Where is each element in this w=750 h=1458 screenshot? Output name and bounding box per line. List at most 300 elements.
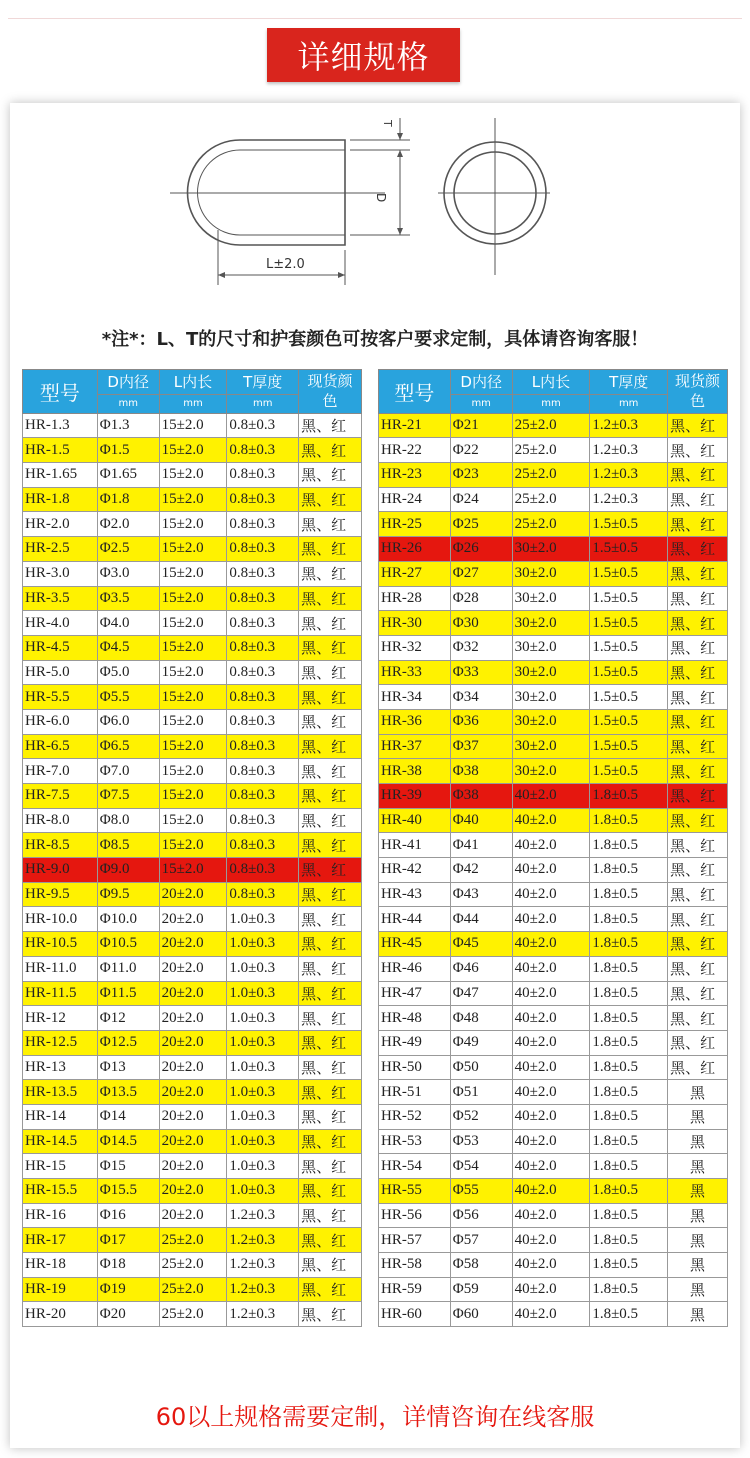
table-row — [23, 1030, 362, 1055]
cell-model: HR-47 — [379, 981, 451, 1006]
cell-length: 40±2.0 — [512, 1030, 590, 1055]
cell-model: HR-4.0 — [23, 611, 98, 636]
cell-thickness: 0.8±0.3 — [227, 561, 299, 586]
cell-thickness: 1.5±0.5 — [590, 734, 668, 759]
table-row — [379, 1129, 728, 1154]
cell-color: 黑、红 — [299, 537, 362, 562]
cell-inner-diameter: Φ5.0 — [97, 660, 159, 685]
cell-color: 黑、红 — [299, 1203, 362, 1228]
cell-color: 黑、红 — [299, 413, 362, 438]
cell-thickness: 0.8±0.3 — [227, 611, 299, 636]
cell-length: 25±2.0 — [159, 1228, 227, 1253]
cell-color: 黑、红 — [299, 882, 362, 907]
cell-model: HR-42 — [379, 858, 451, 883]
cell-inner-diameter: Φ13 — [97, 1055, 159, 1080]
cell-color: 黑、红 — [668, 611, 728, 636]
cell-thickness: 1.2±0.3 — [590, 438, 668, 463]
cell-inner-diameter: Φ17 — [97, 1228, 159, 1253]
table-row — [23, 1228, 362, 1253]
cell-length: 25±2.0 — [159, 1277, 227, 1302]
cell-length: 40±2.0 — [512, 1055, 590, 1080]
cell-length: 40±2.0 — [512, 858, 590, 883]
cell-color: 黑、红 — [299, 487, 362, 512]
cell-thickness: 0.8±0.3 — [227, 487, 299, 512]
cell-thickness: 0.8±0.3 — [227, 660, 299, 685]
table-row — [23, 685, 362, 710]
cell-thickness: 1.8±0.5 — [590, 858, 668, 883]
cell-thickness: 0.8±0.3 — [227, 709, 299, 734]
table-row — [379, 561, 728, 586]
table-row — [379, 1277, 728, 1302]
cell-thickness: 1.2±0.3 — [227, 1277, 299, 1302]
cell-color: 黑、红 — [299, 586, 362, 611]
cell-model: HR-36 — [379, 709, 451, 734]
cell-color: 黑 — [668, 1203, 728, 1228]
cell-thickness: 1.8±0.5 — [590, 784, 668, 809]
cell-model: HR-8.5 — [23, 833, 98, 858]
cell-length: 40±2.0 — [512, 932, 590, 957]
cell-color: 黑、红 — [668, 956, 728, 981]
cell-thickness: 0.8±0.3 — [227, 808, 299, 833]
header-model: 型号 — [379, 370, 451, 414]
cell-inner-diameter: Φ22 — [450, 438, 512, 463]
cell-model: HR-38 — [379, 759, 451, 784]
cell-inner-diameter: Φ15 — [97, 1154, 159, 1179]
cell-inner-diameter: Φ52 — [450, 1104, 512, 1129]
cell-color: 黑、红 — [299, 808, 362, 833]
cell-color: 黑、红 — [668, 882, 728, 907]
cell-model: HR-9.5 — [23, 882, 98, 907]
cell-thickness: 1.0±0.3 — [227, 1030, 299, 1055]
table-row — [23, 1055, 362, 1080]
cell-color: 黑、红 — [299, 611, 362, 636]
cell-color: 黑、红 — [299, 734, 362, 759]
cell-thickness: 1.8±0.5 — [590, 1129, 668, 1154]
cell-inner-diameter: Φ45 — [450, 932, 512, 957]
cell-thickness: 1.0±0.3 — [227, 1006, 299, 1031]
cell-model: HR-33 — [379, 660, 451, 685]
cell-model: HR-37 — [379, 734, 451, 759]
cell-thickness: 0.8±0.3 — [227, 537, 299, 562]
table-row — [23, 907, 362, 932]
cell-inner-diameter: Φ37 — [450, 734, 512, 759]
diameter-label: D — [374, 193, 388, 203]
cell-model: HR-8.0 — [23, 808, 98, 833]
cell-color: 黑 — [668, 1154, 728, 1179]
table-row — [23, 1302, 362, 1327]
cell-model: HR-40 — [379, 808, 451, 833]
cell-color: 黑、红 — [668, 685, 728, 710]
cell-length: 15±2.0 — [159, 759, 227, 784]
cell-length: 20±2.0 — [159, 907, 227, 932]
cell-thickness: 1.5±0.5 — [590, 709, 668, 734]
cell-inner-diameter: Φ12 — [97, 1006, 159, 1031]
page-title: 详细规格 — [267, 28, 460, 82]
table-row — [379, 413, 728, 438]
cell-thickness: 1.8±0.5 — [590, 1030, 668, 1055]
spec-table-right — [378, 369, 728, 1327]
cell-length: 15±2.0 — [159, 512, 227, 537]
cell-color: 黑、红 — [668, 932, 728, 957]
cell-inner-diameter: Φ33 — [450, 660, 512, 685]
cell-model: HR-28 — [379, 586, 451, 611]
cell-inner-diameter: Φ28 — [450, 586, 512, 611]
cell-inner-diameter: Φ13.5 — [97, 1080, 159, 1105]
table-row — [23, 882, 362, 907]
table-row — [379, 586, 728, 611]
cell-model: HR-46 — [379, 956, 451, 981]
cell-model: HR-7.5 — [23, 784, 98, 809]
cell-inner-diameter: Φ19 — [97, 1277, 159, 1302]
cell-thickness: 0.8±0.3 — [227, 438, 299, 463]
spec-table-left — [22, 369, 362, 1327]
customization-note: *注*：L、T的尺寸和护套颜色可按客户要求定制，具体请咨询客服！ — [101, 329, 649, 350]
cell-inner-diameter: Φ7.5 — [97, 784, 159, 809]
cell-thickness: 1.0±0.3 — [227, 1154, 299, 1179]
cell-model: HR-50 — [379, 1055, 451, 1080]
cell-length: 40±2.0 — [512, 1277, 590, 1302]
cell-inner-diameter: Φ1.5 — [97, 438, 159, 463]
cell-length: 15±2.0 — [159, 734, 227, 759]
cell-model: HR-15 — [23, 1154, 98, 1179]
table-row — [379, 1228, 728, 1253]
table-row — [23, 858, 362, 883]
cell-color: 黑、红 — [299, 660, 362, 685]
cell-inner-diameter: Φ2.0 — [97, 512, 159, 537]
cell-color: 黑、红 — [668, 734, 728, 759]
cell-thickness: 1.8±0.5 — [590, 1179, 668, 1204]
cell-model: HR-44 — [379, 907, 451, 932]
table-row — [23, 981, 362, 1006]
cell-inner-diameter: Φ51 — [450, 1080, 512, 1105]
cell-color: 黑、红 — [668, 438, 728, 463]
header-unit: mm — [159, 394, 227, 413]
cell-thickness: 0.8±0.3 — [227, 463, 299, 488]
top-divider — [8, 18, 742, 19]
cell-model: HR-6.0 — [23, 709, 98, 734]
table-row — [379, 784, 728, 809]
table-row — [23, 734, 362, 759]
cell-inner-diameter: Φ6.0 — [97, 709, 159, 734]
cell-model: HR-54 — [379, 1154, 451, 1179]
cell-thickness: 0.8±0.3 — [227, 858, 299, 883]
cell-inner-diameter: Φ4.0 — [97, 611, 159, 636]
cell-thickness: 1.8±0.5 — [590, 1055, 668, 1080]
cell-color: 黑 — [668, 1179, 728, 1204]
cell-inner-diameter: Φ58 — [450, 1253, 512, 1278]
cell-color: 黑 — [668, 1277, 728, 1302]
cell-model: HR-2.0 — [23, 512, 98, 537]
cell-model: HR-39 — [379, 784, 451, 809]
cell-inner-diameter: Φ8.5 — [97, 833, 159, 858]
cell-model: HR-18 — [23, 1253, 98, 1278]
cell-model: HR-51 — [379, 1080, 451, 1105]
cell-inner-diameter: Φ14.5 — [97, 1129, 159, 1154]
cell-inner-diameter: Φ49 — [450, 1030, 512, 1055]
cell-model: HR-9.0 — [23, 858, 98, 883]
cell-thickness: 1.5±0.5 — [590, 561, 668, 586]
cell-model: HR-56 — [379, 1203, 451, 1228]
table-row — [23, 463, 362, 488]
table-row — [379, 463, 728, 488]
cell-thickness: 1.5±0.5 — [590, 512, 668, 537]
cell-model: HR-12 — [23, 1006, 98, 1031]
cell-inner-diameter: Φ42 — [450, 858, 512, 883]
cell-color: 黑、红 — [299, 709, 362, 734]
header-t: T厚度 — [590, 370, 668, 395]
cell-length: 40±2.0 — [512, 1179, 590, 1204]
table-row — [379, 1154, 728, 1179]
cell-model: HR-21 — [379, 413, 451, 438]
cell-color: 黑、红 — [299, 1030, 362, 1055]
cell-length: 20±2.0 — [159, 1006, 227, 1031]
table-row — [23, 1006, 362, 1031]
cell-thickness: 1.8±0.5 — [590, 1104, 668, 1129]
cell-color: 黑、红 — [668, 1030, 728, 1055]
cell-color: 黑、红 — [668, 512, 728, 537]
cell-model: HR-7.0 — [23, 759, 98, 784]
cell-length: 20±2.0 — [159, 1080, 227, 1105]
table-row — [23, 1253, 362, 1278]
cell-color: 黑、红 — [299, 1104, 362, 1129]
cell-thickness: 0.8±0.3 — [227, 833, 299, 858]
cell-model: HR-13 — [23, 1055, 98, 1080]
cell-length: 40±2.0 — [512, 1080, 590, 1105]
cell-length: 15±2.0 — [159, 858, 227, 883]
cell-length: 20±2.0 — [159, 1104, 227, 1129]
header-unit: mm — [450, 394, 512, 413]
length-label: L±2.0 — [266, 257, 305, 272]
cell-inner-diameter: Φ47 — [450, 981, 512, 1006]
table-row — [23, 660, 362, 685]
cell-model: HR-26 — [379, 537, 451, 562]
table-row — [23, 1154, 362, 1179]
cell-inner-diameter: Φ55 — [450, 1179, 512, 1204]
cell-length: 15±2.0 — [159, 808, 227, 833]
cell-length: 15±2.0 — [159, 586, 227, 611]
footer-note: 60以上规格需要定制，详情咨询在线客服 — [155, 1403, 595, 1431]
cell-model: HR-14 — [23, 1104, 98, 1129]
cell-color: 黑、红 — [299, 635, 362, 660]
cell-thickness: 1.5±0.5 — [590, 759, 668, 784]
cell-color: 黑、红 — [299, 438, 362, 463]
header-l: L内长 — [159, 370, 227, 395]
cell-length: 15±2.0 — [159, 833, 227, 858]
cell-length: 30±2.0 — [512, 537, 590, 562]
cell-color: 黑 — [668, 1302, 728, 1327]
table-row — [379, 882, 728, 907]
cell-thickness: 1.5±0.5 — [590, 660, 668, 685]
cell-model: HR-11.5 — [23, 981, 98, 1006]
cell-color: 黑、红 — [668, 413, 728, 438]
cell-inner-diameter: Φ24 — [450, 487, 512, 512]
cell-model: HR-10.5 — [23, 932, 98, 957]
cell-inner-diameter: Φ59 — [450, 1277, 512, 1302]
cell-length: 30±2.0 — [512, 586, 590, 611]
cell-model: HR-58 — [379, 1253, 451, 1278]
cell-inner-diameter: Φ41 — [450, 833, 512, 858]
cell-thickness: 1.2±0.3 — [590, 487, 668, 512]
cell-inner-diameter: Φ12.5 — [97, 1030, 159, 1055]
cell-length: 40±2.0 — [512, 907, 590, 932]
table-row — [23, 611, 362, 636]
cell-model: HR-34 — [379, 685, 451, 710]
cell-color: 黑、红 — [299, 1253, 362, 1278]
cell-model: HR-17 — [23, 1228, 98, 1253]
cell-length: 15±2.0 — [159, 537, 227, 562]
cell-inner-diameter: Φ9.0 — [97, 858, 159, 883]
cell-length: 15±2.0 — [159, 413, 227, 438]
cell-length: 30±2.0 — [512, 561, 590, 586]
cell-thickness: 1.8±0.5 — [590, 1006, 668, 1031]
cell-thickness: 0.8±0.3 — [227, 635, 299, 660]
cell-length: 30±2.0 — [512, 660, 590, 685]
table-row — [23, 1203, 362, 1228]
table-row — [23, 561, 362, 586]
cell-thickness: 1.8±0.5 — [590, 1253, 668, 1278]
cell-color: 黑 — [668, 1104, 728, 1129]
cell-color: 黑、红 — [668, 784, 728, 809]
cell-length: 20±2.0 — [159, 956, 227, 981]
cell-thickness: 1.8±0.5 — [590, 981, 668, 1006]
cell-inner-diameter: Φ50 — [450, 1055, 512, 1080]
cell-model: HR-45 — [379, 932, 451, 957]
cell-thickness: 0.8±0.3 — [227, 882, 299, 907]
cell-inner-diameter: Φ27 — [450, 561, 512, 586]
cell-model: HR-25 — [379, 512, 451, 537]
cell-model: HR-43 — [379, 882, 451, 907]
cell-thickness: 1.5±0.5 — [590, 537, 668, 562]
cell-inner-diameter: Φ54 — [450, 1154, 512, 1179]
cell-model: HR-1.5 — [23, 438, 98, 463]
cell-model: HR-13.5 — [23, 1080, 98, 1105]
table-row — [23, 635, 362, 660]
cell-length: 25±2.0 — [159, 1253, 227, 1278]
table-row — [379, 981, 728, 1006]
cell-inner-diameter: Φ15.5 — [97, 1179, 159, 1204]
cell-length: 40±2.0 — [512, 1228, 590, 1253]
cell-thickness: 1.5±0.5 — [590, 685, 668, 710]
cell-thickness: 1.8±0.5 — [590, 956, 668, 981]
cell-length: 20±2.0 — [159, 1179, 227, 1204]
cell-color: 黑 — [668, 1129, 728, 1154]
cell-thickness: 1.0±0.3 — [227, 981, 299, 1006]
cell-model: HR-5.0 — [23, 660, 98, 685]
cell-length: 30±2.0 — [512, 709, 590, 734]
cell-color: 黑、红 — [299, 685, 362, 710]
cell-color: 黑、红 — [299, 1228, 362, 1253]
cell-length: 30±2.0 — [512, 611, 590, 636]
cell-color: 黑、红 — [299, 1129, 362, 1154]
cell-model: HR-3.0 — [23, 561, 98, 586]
cell-color: 黑、红 — [668, 463, 728, 488]
table-row — [379, 932, 728, 957]
cell-model: HR-2.5 — [23, 537, 98, 562]
table-row — [23, 438, 362, 463]
cell-color: 黑、红 — [668, 561, 728, 586]
cell-length: 25±2.0 — [512, 512, 590, 537]
table-row — [23, 512, 362, 537]
cell-inner-diameter: Φ14 — [97, 1104, 159, 1129]
header-unit: mm — [512, 394, 590, 413]
cell-thickness: 1.2±0.3 — [227, 1302, 299, 1327]
cell-length: 40±2.0 — [512, 1104, 590, 1129]
table-row — [23, 1104, 362, 1129]
cell-inner-diameter: Φ38 — [450, 784, 512, 809]
cell-length: 15±2.0 — [159, 463, 227, 488]
table-row — [23, 586, 362, 611]
table-row — [379, 858, 728, 883]
cell-color: 黑、红 — [668, 635, 728, 660]
cell-inner-diameter: Φ3.0 — [97, 561, 159, 586]
cell-inner-diameter: Φ9.5 — [97, 882, 159, 907]
table-row — [23, 1179, 362, 1204]
cell-model: HR-55 — [379, 1179, 451, 1204]
cell-thickness: 1.8±0.5 — [590, 932, 668, 957]
table-row — [379, 685, 728, 710]
cell-thickness: 0.8±0.3 — [227, 734, 299, 759]
cell-inner-diameter: Φ38 — [450, 759, 512, 784]
cell-thickness: 1.2±0.3 — [227, 1253, 299, 1278]
cell-model: HR-4.5 — [23, 635, 98, 660]
cell-model: HR-1.65 — [23, 463, 98, 488]
cell-length: 25±2.0 — [512, 487, 590, 512]
cell-length: 15±2.0 — [159, 709, 227, 734]
cell-inner-diameter: Φ43 — [450, 882, 512, 907]
cell-length: 30±2.0 — [512, 734, 590, 759]
cell-thickness: 0.8±0.3 — [227, 685, 299, 710]
table-row — [379, 1179, 728, 1204]
cell-length: 40±2.0 — [512, 882, 590, 907]
cell-inner-diameter: Φ1.65 — [97, 463, 159, 488]
cell-color: 黑、红 — [299, 1055, 362, 1080]
cell-inner-diameter: Φ26 — [450, 537, 512, 562]
table-row — [379, 635, 728, 660]
cell-model: HR-60 — [379, 1302, 451, 1327]
table-row — [23, 413, 362, 438]
cell-inner-diameter: Φ44 — [450, 907, 512, 932]
cell-color: 黑、红 — [299, 759, 362, 784]
cell-color: 黑、红 — [299, 561, 362, 586]
cell-length: 15±2.0 — [159, 635, 227, 660]
cell-color: 黑、红 — [299, 1080, 362, 1105]
cell-thickness: 1.0±0.3 — [227, 907, 299, 932]
cell-length: 30±2.0 — [512, 685, 590, 710]
cell-inner-diameter: Φ1.8 — [97, 487, 159, 512]
cell-model: HR-22 — [379, 438, 451, 463]
cell-color: 黑、红 — [668, 907, 728, 932]
cell-inner-diameter: Φ10.0 — [97, 907, 159, 932]
cell-thickness: 1.0±0.3 — [227, 1179, 299, 1204]
cell-inner-diameter: Φ34 — [450, 685, 512, 710]
cell-length: 15±2.0 — [159, 611, 227, 636]
header-d: D内径 — [97, 370, 159, 395]
cell-color: 黑、红 — [299, 463, 362, 488]
table-row — [379, 808, 728, 833]
cell-length: 40±2.0 — [512, 1129, 590, 1154]
table-row — [23, 1080, 362, 1105]
cell-model: HR-15.5 — [23, 1179, 98, 1204]
table-row — [23, 932, 362, 957]
table-row — [379, 1080, 728, 1105]
table-row — [23, 537, 362, 562]
table-row — [23, 784, 362, 809]
cell-thickness: 1.8±0.5 — [590, 1228, 668, 1253]
cell-length: 40±2.0 — [512, 1203, 590, 1228]
cell-color: 黑、红 — [299, 784, 362, 809]
table-row — [379, 660, 728, 685]
cell-color: 黑、红 — [668, 586, 728, 611]
